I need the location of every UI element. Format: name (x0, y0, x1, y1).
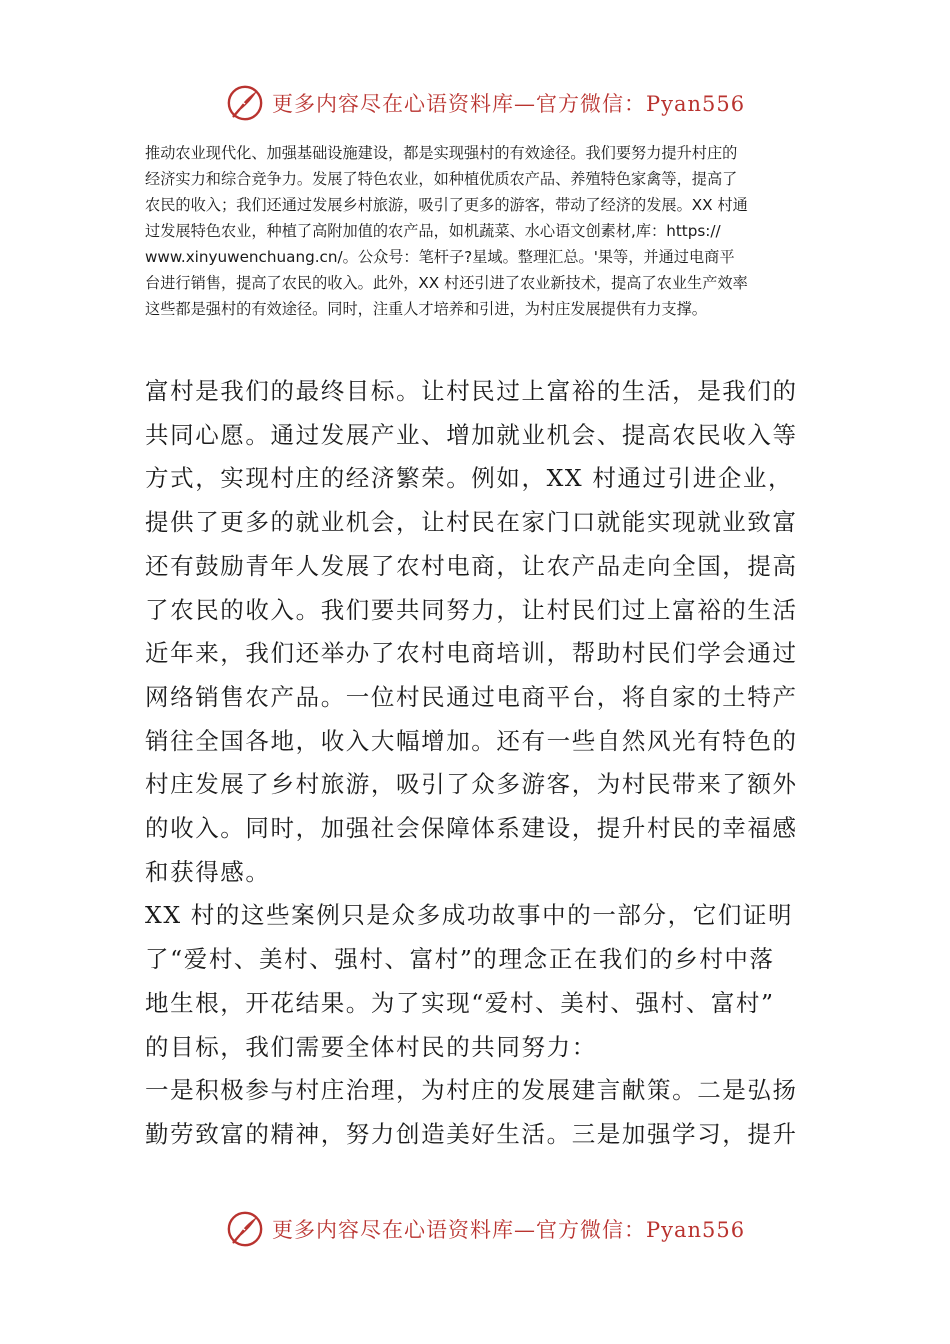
body-line: 共同心愿。通过发展产业、增加就业机会、提高农民收入等 (145, 420, 798, 449)
body-line: 村庄发展了乡村旅游，吸引了众多游客，为村民带来了额外 (145, 770, 798, 799)
footer-contact-text: 官方微信：Pyan556 (536, 1218, 746, 1242)
body-line: 销往全国各地，收入大幅增加。还有一些自然风光有特色的 (145, 726, 798, 755)
body-text (145, 370, 810, 1157)
body-line: 网络销售农产品。一位村民通过电商平台，将自家的土特产 (145, 682, 798, 711)
header-banner (226, 82, 746, 124)
body-line: 的目标，我们需要全体村民的共同努力： (145, 1032, 597, 1061)
intro-line: 经济实力和综合竞争力。发展了特色农业，如种植优质农产品、养殖特色家禽等，提高了 (145, 170, 738, 188)
footer-banner (226, 1208, 746, 1250)
header-contact-text: 官方微信：Pyan556 (536, 92, 746, 116)
header-banner-text (272, 88, 745, 118)
body-line: 提供了更多的就业机会，让村民在家门口就能实现就业致富 (145, 508, 798, 537)
intro-line: 这些都是强村的有效途径。同时，注重人才培养和引进，为村庄发展提供有力支撑。 (145, 300, 707, 318)
intro-line: 台进行销售，提高了农民的收入。此外，XX 村还引进了农业新技术，提高了农业生产效率 (145, 274, 748, 292)
body-line: 地生根，开花结果。为了实现“爱村、美村、强村、富村” (145, 988, 775, 1017)
header-separator: — (514, 92, 536, 116)
body-line: 富村是我们的最终目标。让村民过上富裕的生活，是我们的 (145, 377, 798, 405)
body-line: 一是积极参与村庄治理，为村庄的发展建言献策。二是弘扬 (145, 1076, 798, 1105)
quill-logo-icon (226, 1210, 264, 1248)
footer-banner-text (272, 1214, 745, 1244)
body-line: 了“爱村、美村、强村、富村”的理念正在我们的乡村中落 (145, 945, 775, 974)
body-line: 近年来，我们还举办了农村电商培训，帮助村民们学会通过 (145, 639, 798, 668)
body-line: 和获得感。 (145, 857, 271, 886)
body-line: 还有鼓励青年人发展了农村电商，让农产品走向全国，提高 (145, 551, 798, 580)
body-line: 的收入。同时，加强社会保障体系建设，提升村民的幸福感 (145, 814, 798, 843)
body-line: XX 村的这些案例只是众多成功故事中的一部分，它们证明 (145, 901, 794, 930)
body-line: 勤劳致富的精神，努力创造美好生活。三是加强学习，提升 (145, 1119, 798, 1148)
intro-paragraph (145, 140, 810, 322)
footer-site-text: 更多内容尽在心语资料库 (272, 1218, 514, 1242)
intro-line: 过发展特色农业，种植了高附加值的农产品，如机蔬菜、水心语文创素材,库：https:// (145, 222, 721, 240)
body-line: 方式，实现村庄的经济繁荣。例如，XX 村通过引进企业， (145, 464, 794, 493)
footer-separator: — (514, 1218, 536, 1242)
intro-line: 农民的收入；我们还通过发展乡村旅游，吸引了更多的游客，带动了经济的发展。XX 村通 (145, 196, 748, 214)
header-site-text: 更多内容尽在心语资料库 (272, 92, 514, 116)
quill-logo-icon (226, 84, 264, 122)
body-line: 了农民的收入。我们要共同努力，让村民们过上富裕的生活 (145, 595, 798, 624)
intro-line: 推动农业现代化、加强基础设施建设，都是实现强村的有效途径。我们要努力提升村庄的 (145, 144, 738, 162)
intro-line: www.xinyuwenchuang.cn/。公众号：笔杆子?星域。整理汇总。'果等，并通过电商平 (145, 248, 735, 266)
